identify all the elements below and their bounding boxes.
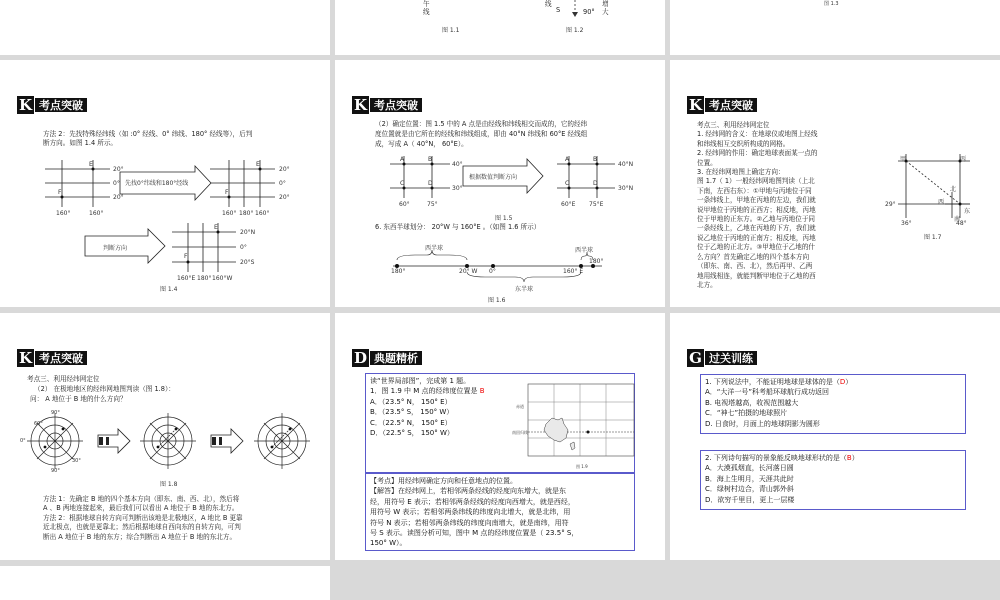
lbl-36: 36° xyxy=(901,220,912,227)
lbl-xi: 西 xyxy=(938,199,945,206)
text-line: A．“大洋一号”科考船环球航行成功返回 xyxy=(705,388,830,397)
fig-1-7: 图 1.7 xyxy=(924,234,942,241)
lbl-90-top: 90° xyxy=(51,410,60,416)
text-line: 说乙地位于丙地的正南方；相反地，丙地 xyxy=(697,233,816,242)
text-line: 位于乙地的正北方。③甲地位于乙地的什 xyxy=(697,243,816,252)
lbl-160E: 160° E xyxy=(563,268,584,275)
lbl-D: D xyxy=(428,180,433,187)
text-line: D．（22.5° S， 150° W） xyxy=(370,429,454,438)
lbl-20W: 20° W xyxy=(459,268,478,275)
q1-text: 1. 下列说法中，不能证明地球是球体的是（ xyxy=(705,378,840,386)
q1-stem xyxy=(705,377,961,387)
map-label-equator: 赤道 xyxy=(516,404,524,409)
slide-grid-location xyxy=(670,60,1000,307)
header-title: 考点突破 xyxy=(35,351,87,365)
lbl-160W: 160°W xyxy=(212,275,233,282)
text-line: （即东、南、西、北），然后再甲、乙两 xyxy=(697,262,813,271)
lbl-C2: C xyxy=(565,180,570,187)
text-line-2: 度位置就是由它所在的经线和纬线组成，即由 40°N 纬线和 60°E 经线组 xyxy=(375,130,588,138)
lbl-30N: 30°N xyxy=(618,185,634,192)
lbl-E3: E xyxy=(214,224,218,231)
lbl-bei: 北 xyxy=(950,186,957,193)
text-line: 用符号 W 表示；若相邻两条纬线的纬度向北增大，就是北纬，用 xyxy=(370,508,571,517)
question-1-answer: B xyxy=(479,387,485,396)
header-title: 考点突破 xyxy=(35,98,87,112)
text-line: 经，用符号 E 表示；若相邻两条经线的经度向西增大，就是西经， xyxy=(370,497,575,506)
lbl-20N: 20°N xyxy=(240,229,256,236)
text-line: 图 1.7（ 1）一般经纬网地图判读（上北 xyxy=(697,177,815,186)
lbl-75: 75° xyxy=(427,201,438,208)
lbl-48: 48° xyxy=(956,220,967,227)
text-line: 1. 经纬网的含义：在地球仪或地图上经线 xyxy=(697,130,818,139)
text-line: 方法 1：先确定 B 地的四个基本方向（即东、南、西、北），然后将 xyxy=(43,495,240,503)
fig-1-5: 图 1.5 xyxy=(495,215,513,222)
question-1-box xyxy=(700,374,966,434)
header-title: 过关训练 xyxy=(705,351,757,365)
lbl-0: 0° xyxy=(113,180,120,187)
lbl-20: 20° xyxy=(113,166,124,173)
slide-practice xyxy=(670,313,1000,560)
slide-top-mid xyxy=(335,0,665,55)
header-letter: K xyxy=(18,96,33,114)
map-fig: 图 1.9 xyxy=(576,464,588,469)
lbl-180: 180° xyxy=(391,268,406,275)
text-line: B．（23.5° S， 150° W） xyxy=(370,408,454,417)
question-2-box xyxy=(700,450,966,510)
lbl-jia: 甲 xyxy=(900,156,907,163)
lbl-F: F xyxy=(58,189,62,196)
text-line-2: （2） 在极地地区的经纬网地图判读（图 1.8）： xyxy=(34,385,175,393)
answer-box xyxy=(365,473,635,551)
text-line: 一条纬线上，甲地在丙地的左边，我们就 xyxy=(697,196,816,205)
text-line: 方法 2：根据地球自转方向可判断出该地是北极地区，A 地比 B 更靠 xyxy=(43,513,243,522)
question-1-text: 1．图 1.9 中 M 点的经纬度位置是 xyxy=(370,387,478,396)
west-hemisphere: 西半球 xyxy=(425,245,444,252)
text-line: 【解答】在经纬网上，若相邻两条经线的经度向东增大，就是东 xyxy=(370,487,566,496)
fig-1-8: 图 1.8 xyxy=(160,481,178,488)
header-letter: D xyxy=(353,349,367,367)
arrow-down xyxy=(335,0,665,55)
text-line: 号 S 表示。读图分析可知，图中 M 点的经纬度位置是（ 23.5° S， xyxy=(370,529,579,538)
lbl-20S: 20°S xyxy=(240,259,255,266)
lbl-E2: E xyxy=(256,161,260,168)
text-line: 下南，左西右东）：①甲地与丙地位于同 xyxy=(697,186,812,195)
text-line: 位置。 xyxy=(697,158,717,167)
fig-1-3: 图 1.3 xyxy=(824,1,839,7)
text-line-3: 成，写成 A（ 40°N， 60°E）。 xyxy=(375,140,468,148)
text-line: 和纬线相互交织所构成的网格。 xyxy=(697,139,790,148)
lbl-75E: 75°E xyxy=(589,201,604,208)
arrow-label-2: 判断方向 xyxy=(103,245,128,252)
lbl-D2: D xyxy=(593,180,598,187)
lbl-180b: 180° xyxy=(589,258,604,265)
lbl-30: 30° xyxy=(452,185,463,192)
slide-top-left xyxy=(0,0,330,55)
slide-position xyxy=(335,60,665,307)
q1-close: ） xyxy=(845,378,853,386)
lbl-180-r: 180° xyxy=(239,210,254,217)
lbl-30: 30° xyxy=(72,458,81,464)
lbl-dong: 东 xyxy=(964,208,971,215)
label-xian2: 线 xyxy=(545,0,552,8)
q2-stem xyxy=(705,453,961,463)
header-letter: K xyxy=(688,96,703,114)
text-line: A．大漠孤烟直，长河落日圆 xyxy=(705,464,794,473)
text-block xyxy=(43,495,243,542)
lbl-0-eq: 0° xyxy=(240,244,247,251)
lbl-60: 60° xyxy=(399,201,410,208)
text-line-3: 问： A 地位于 B 地的什么方向？ xyxy=(30,395,127,403)
q2-close: ） xyxy=(851,454,859,462)
text-line: 150° W）。 xyxy=(370,539,407,548)
text-line: 3. 在经纬网地图上确定方向： xyxy=(697,168,785,177)
q2-text: 2. 下列诗句描写的景象能反映地球形状的是（ xyxy=(705,454,847,462)
slide-top-right xyxy=(670,0,1000,55)
world-map-1-9 xyxy=(528,384,636,462)
fig-1-4: 图 1.4 xyxy=(160,286,178,293)
label-xian: 线 xyxy=(423,8,430,16)
text-line: 考点三、利用经纬网定位 xyxy=(697,121,770,129)
lbl-180b: 180° xyxy=(197,275,212,282)
text-line: 断出 A 地位于 B 地的东方；综合判断出 A 地位于 B 地的东北方。 xyxy=(43,532,237,541)
slide-typical-example xyxy=(335,313,665,560)
lbl-60: 60° xyxy=(34,421,43,427)
lbl-160: 160° xyxy=(56,210,71,217)
lbl-20-r: 20° xyxy=(279,166,290,173)
text-line-2: 断方向。如图 1.4 所示。 xyxy=(43,139,118,147)
lbl-C: C xyxy=(400,180,405,187)
header-letter: K xyxy=(18,349,33,367)
text-line-1: （2）确定位置：图 1.5 中的 A 点是由经线和纬线相交而成的，它的经纬 xyxy=(375,120,588,128)
map-label-tropic: 南回归线 xyxy=(512,430,528,435)
grid-diagram-1-5 xyxy=(335,60,665,307)
lbl-A2: A xyxy=(565,156,570,163)
label-da: 大 xyxy=(602,8,609,16)
text-line-1: 考点三、利用经纬网定位 xyxy=(27,375,100,383)
header-title: 考点突破 xyxy=(705,98,757,112)
lbl-160-r: 160° xyxy=(222,210,237,217)
text-line: 说甲地位于丙地的正西方；相反地，丙地 xyxy=(697,205,816,214)
header-title: 考点突破 xyxy=(370,98,422,112)
lbl-160b-r: 160° xyxy=(255,210,270,217)
arrow-label: 根据数值判断方向 xyxy=(469,174,518,181)
lbl-bing: 丙 xyxy=(960,156,967,163)
text-line: B．海上生明月，天涯共此时 xyxy=(705,474,794,483)
text-line-1: 方法 2：先找特殊经纬线（如 :0° 经线、0° 纬线、180° 经线等），后判 xyxy=(43,130,253,138)
text-line: 符号 N 表示；若相邻两条纬线的纬度向南增大，就是南纬，用符 xyxy=(370,518,569,527)
fig-1-2: 图 1.2 xyxy=(566,27,584,34)
label-wu: 午 xyxy=(423,0,430,8)
arrow-label-1: 先找0°纬线和180°经线 xyxy=(125,180,189,187)
slide-method2 xyxy=(0,60,330,307)
lbl-nan: 南 xyxy=(954,216,961,223)
header-letter: G xyxy=(687,349,704,367)
lbl-160b: 160° xyxy=(89,210,104,217)
lbl-40N: 40°N xyxy=(618,161,634,168)
lbl-A: A xyxy=(400,156,405,163)
q2-answer: B xyxy=(846,454,852,462)
lbl-60E: 60°E xyxy=(561,201,576,208)
text-line: 北方。 xyxy=(697,280,717,289)
lbl-B2: B xyxy=(593,156,598,163)
text-line: B. 电视塔越高，收视范围越大 xyxy=(705,398,799,407)
lbl-160E: 160°E xyxy=(177,275,196,282)
lbl-0-left: 0° xyxy=(20,438,26,444)
lbl-20b-r: 20° xyxy=(279,194,290,201)
text-line: 2. 经纬网的作用：确定地球表面某一点的 xyxy=(697,149,818,158)
fig-1-1: 图 1.1 xyxy=(442,27,460,34)
lbl-F2: F xyxy=(225,189,229,196)
text-line-4: 6. 东西半球划分： 20°W 与 160°E 。（如图 1.6 所示） xyxy=(375,223,541,231)
text-line: C．绿树村边合，青山郭外斜 xyxy=(705,485,794,494)
header-title: 典题精析 xyxy=(370,351,422,365)
west-hemisphere-2: 西半球 xyxy=(575,247,594,254)
slide-polar-grid xyxy=(0,313,330,560)
lbl-20b: 20° xyxy=(113,194,124,201)
text-line: 近北极点，也就是更靠北；然后根据地球自西向东的自转方向，可判 xyxy=(43,523,241,532)
text-line: A．（23.5° N， 150° E） xyxy=(370,397,452,406)
text-line: D．欲穷千里目，更上一层楼 xyxy=(705,495,795,504)
lbl-E: E xyxy=(89,161,93,168)
lbl-29: 29° xyxy=(885,201,896,208)
text-line: D. 日食时，月面上的地球阴影为圆形 xyxy=(705,419,820,428)
header-letter: K xyxy=(353,96,368,114)
lbl-B: B xyxy=(428,156,433,163)
fig-1-6: 图 1.6 xyxy=(488,297,506,304)
label-zeng: 增 xyxy=(602,0,609,8)
section-header xyxy=(687,349,757,367)
text-line: A 、B 两地连接起来，最后我们可以看出 A 地位于 B 地的东北方。 xyxy=(43,504,239,513)
label-90: 90° xyxy=(583,8,595,16)
text-line: C．“神七”拍摄的地球照片 xyxy=(705,409,788,418)
text-line: 一条经线上，乙地在丙地的下方，我们就 xyxy=(697,224,816,233)
lbl-90-bot: 90° xyxy=(51,468,60,474)
section-header xyxy=(352,349,422,367)
lbl-40: 40° xyxy=(452,161,463,168)
lbl-0-r: 0° xyxy=(279,180,286,187)
q1-answer: D xyxy=(839,378,846,386)
lbl-F3: F xyxy=(184,253,188,260)
east-hemisphere: 东半球 xyxy=(515,286,534,293)
label-s: S xyxy=(556,6,561,14)
text-line: C．（22.5° N， 150° E） xyxy=(370,418,452,427)
text-line: 地用线相连，就能判断甲地位于乙地的西 xyxy=(697,271,816,280)
text-line: 【考点】用经纬网确定方向和任意地点的位置。 xyxy=(370,477,517,485)
question-box xyxy=(365,373,635,473)
lbl-0: 0° xyxy=(489,268,496,275)
question-intro: 读“世界局部图”，完成第 1 题。 xyxy=(370,377,471,385)
slide-bottom-left xyxy=(0,566,330,600)
text-line: 么方向？首先确定乙地的四个基本方向 xyxy=(697,252,810,261)
text-line: 位于甲地的正东方。②乙地与丙地位于同 xyxy=(697,215,816,224)
